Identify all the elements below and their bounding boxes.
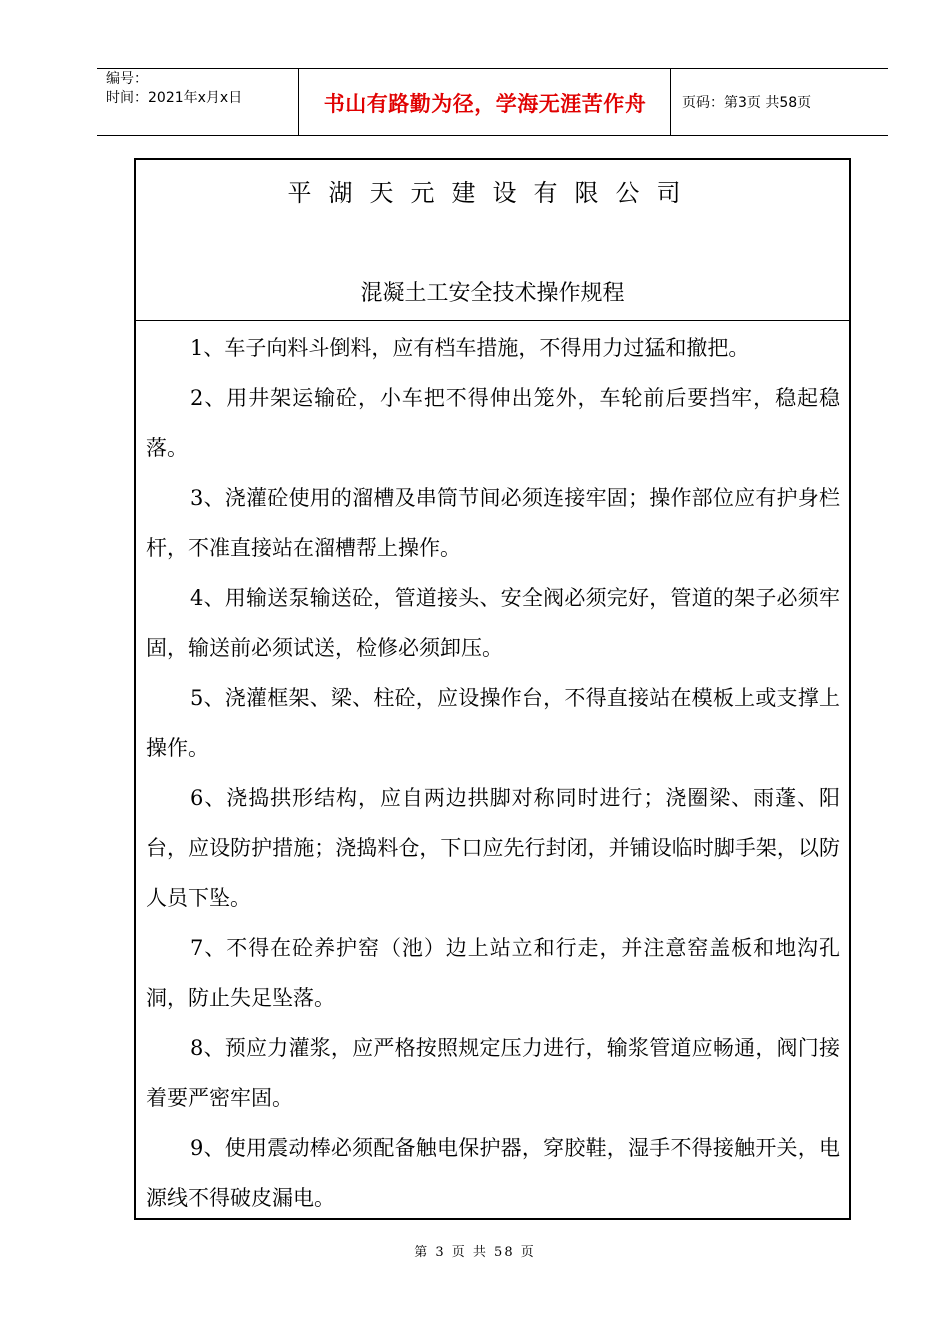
rule-item: 2、用井架运输砼，小车把不得伸出笼外，车轮前后要挡牢，稳起稳落。	[146, 386, 840, 460]
rule-item: 4、用输送泵输送砼，管道接头、安全阀必须完好，管道的架子必须牢固，输送前必须试送，检修必须卸压。	[146, 586, 840, 660]
document-number-label: 编号：	[106, 71, 148, 87]
header-bottom-rule	[97, 135, 888, 136]
header-divider-right	[670, 68, 671, 136]
header-top-rule	[97, 68, 888, 69]
rule-item: 6、浇捣拱形结构，应自两边拱脚对称同时进行；浇圈梁、雨蓬、阳台，应设防护措施；浇捣料仓，下口应先行封闭，并铺设临时脚手架，以防人员下坠。	[146, 786, 840, 910]
rules-list	[146, 323, 840, 1223]
header-page-number: 页码：第3页 共58页	[682, 95, 812, 111]
rule-item: 5、浇灌框架、梁、柱砼，应设操作台，不得直接站在模板上或支撑上操作。	[146, 686, 840, 760]
rule-item: 3、浇灌砼使用的溜槽及串筒节间必须连接牢固；操作部位应有护身栏杆，不准直接站在溜槽帮上操作。	[146, 486, 840, 560]
document-title: 混凝土工安全技术操作规程	[360, 281, 625, 306]
company-name: 平湖天元建设有限公司	[287, 179, 698, 207]
header-meta	[106, 70, 242, 108]
title-divider	[134, 320, 851, 321]
rule-item: 8、预应力灌浆，应严格按照规定压力进行，输浆管道应畅通，阀门接着要严密牢固。	[146, 1036, 840, 1110]
header-divider-left	[298, 68, 299, 136]
header-motto: 书山有路勤为径，学海无涯苦作舟	[323, 92, 647, 116]
rule-item: 9、使用震动棒必须配备触电保护器，穿胶鞋，湿手不得接触开关，电源线不得破皮漏电。	[146, 1136, 840, 1210]
document-time-label: 时间：2021年x月x日	[106, 90, 243, 106]
footer-page-number: 第 3 页 共 58 页	[414, 1245, 536, 1260]
rule-item: 1、车子向料斗倒料，应有档车措施，不得用力过猛和撤把。	[190, 336, 750, 360]
rule-item: 7、不得在砼养护窑（池）边上站立和行走，并注意窑盖板和地沟孔洞，防止失足坠落。	[146, 936, 840, 1010]
